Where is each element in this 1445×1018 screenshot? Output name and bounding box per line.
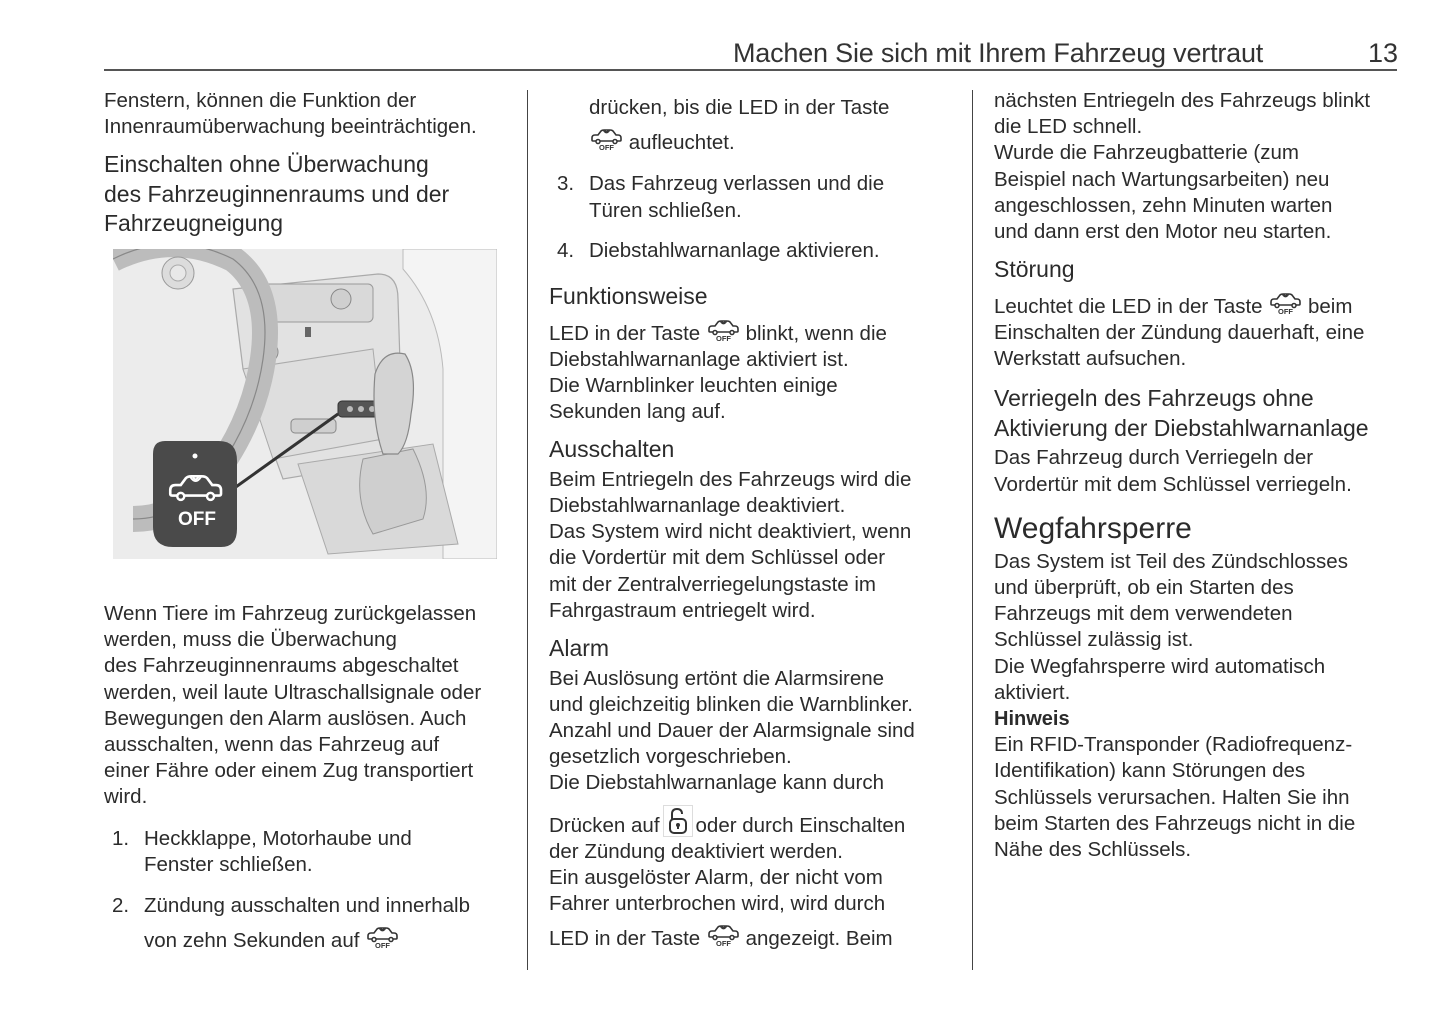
- paragraph-line: ausschalten, wenn das Fahrzeug auf: [104, 733, 440, 757]
- note-text: Nähe des Schlüssels.: [994, 837, 1192, 861]
- step-2-continuation: [549, 95, 959, 156]
- paragraph-line: Bewegungen den Alarm auslösen. Auch: [104, 706, 467, 730]
- text-with-icon: [549, 923, 959, 952]
- text: Die Wegfahrsperre wird automatisch: [994, 654, 1326, 678]
- text: LED in der Taste: [549, 927, 701, 951]
- page-number: 13: [1368, 38, 1399, 68]
- note-text: Ein RFID-Transponder (Radiofrequenz-: [994, 733, 1353, 757]
- section-heading-verriegeln: Verriegeln des Fahrzeugs ohne: [994, 385, 1314, 412]
- text: gesetzlich vorgeschrieben.: [549, 745, 792, 769]
- text: Sekunden lang auf.: [549, 400, 726, 424]
- section-heading-alarm: Alarm: [549, 635, 610, 662]
- car-ultrasonic-off-icon: [589, 127, 623, 151]
- step-text: Diebstahlwarnanlage aktivieren.: [589, 238, 880, 262]
- text: Die Diebstahlwarnanlage kann durch: [549, 771, 885, 795]
- section-heading-einschalten: Fahrzeugneigung: [104, 210, 284, 237]
- console-illustration: [113, 249, 497, 559]
- text: Das System ist Teil des Zündschlosses: [994, 549, 1348, 573]
- column-3: [994, 88, 1404, 863]
- text: die Vordertür mit dem Schlüssel oder: [549, 546, 886, 570]
- text: Ein ausgelöster Alarm, der nicht vom: [549, 865, 883, 889]
- step-text: drücken, bis die LED in der Taste: [589, 96, 890, 119]
- text: oder durch Einschalten: [695, 813, 906, 837]
- step-text-with-icon: [144, 925, 514, 954]
- text: Fahrer unterbrochen wird, wird durch: [549, 892, 886, 916]
- step-text: Fenster schließen.: [144, 852, 313, 876]
- paragraph-line: des Fahrzeuginnenraums abgeschaltet: [104, 654, 459, 678]
- text: Diebstahlwarnanlage deaktiviert.: [549, 494, 846, 518]
- note-label: Hinweis: [994, 707, 1070, 730]
- paragraph-line: werden, muss die Überwachung: [104, 628, 397, 652]
- column-2: [549, 95, 959, 953]
- callout-off-label: OFF: [178, 509, 216, 530]
- note-text: beim Starten des Fahrzeugs nicht in die: [994, 811, 1356, 835]
- text-with-icon: [994, 291, 1404, 320]
- text: Fahrzeugs mit dem verwendeten: [994, 602, 1293, 626]
- text: Beim Entriegeln des Fahrzeugs wird die: [549, 467, 912, 491]
- step-number: 3.: [557, 172, 575, 196]
- text: Vordertür mit dem Schlüssel verriegeln.: [994, 472, 1352, 496]
- column-1: [104, 88, 514, 239]
- car-ultrasonic-off-icon: [706, 923, 740, 947]
- section-heading-wegfahrsperre: Wegfahrsperre: [994, 511, 1192, 545]
- car-ultrasonic-off-icon: [365, 925, 399, 949]
- paragraph-line: werden, weil laute Ultraschallsignale oder: [104, 680, 482, 704]
- column-divider-2: [972, 90, 973, 970]
- section-heading-ausschalten: Ausschalten: [549, 436, 675, 463]
- console-drawing: [113, 249, 497, 559]
- unlock-icon: [663, 805, 693, 837]
- text: die LED schnell.: [994, 115, 1143, 139]
- note-text: Identifikation) kann Störungen des: [994, 759, 1306, 783]
- step-3: [549, 171, 959, 223]
- text: LED in der Taste: [549, 321, 701, 345]
- paragraph-line: wird.: [104, 785, 148, 809]
- column-divider-1: [527, 90, 528, 970]
- text: blinkt, wenn die: [745, 321, 887, 345]
- page-header-title: Machen Sie sich mit Ihrem Fahrzeug vertraut: [733, 38, 1264, 68]
- text: Die Warnblinker leuchten einige: [549, 373, 838, 397]
- text: und gleichzeitig blinken die Warnblinker.: [549, 692, 913, 716]
- step-text: von zehn Sekunden auf: [144, 929, 360, 953]
- text: Fahrgastraum entriegelt wird.: [549, 598, 816, 622]
- text-with-icon: [549, 805, 959, 839]
- paragraph-line: einer Fähre oder einem Zug transportiert: [104, 759, 474, 783]
- text: angeschlossen, zehn Minuten warten: [994, 193, 1333, 217]
- step-number: 2.: [112, 894, 130, 918]
- text: Beispiel nach Wartungsarbeiten) neu: [994, 167, 1330, 191]
- section-heading-stoerung: Störung: [994, 256, 1075, 283]
- text: der Zündung deaktiviert werden.: [549, 839, 844, 863]
- intro-line: Fenstern, können die Funktion der: [104, 89, 417, 112]
- step-text: Türen schließen.: [589, 198, 742, 222]
- step-1: [104, 826, 514, 878]
- intro-line: Innenraumüberwachung beeinträchtigen.: [104, 115, 477, 139]
- text: Bei Auslösung ertönt die Alarmsirene: [549, 666, 885, 690]
- step-text: aufleuchtet.: [628, 131, 735, 155]
- car-ultrasonic-off-icon: [1268, 291, 1302, 315]
- text: beim: [1307, 294, 1353, 318]
- text: Werkstatt aufsuchen.: [994, 347, 1187, 371]
- text: mit der Zentralverriegelungstaste im: [549, 572, 876, 596]
- paragraph-line: Wenn Tiere im Fahrzeug zurückgelassen: [104, 602, 477, 625]
- step-text: Heckklappe, Motorhaube und: [144, 826, 412, 850]
- step-4: [549, 238, 959, 264]
- car-ultrasonic-off-icon: [706, 318, 740, 342]
- step-text: Zündung ausschalten und innerhalb: [144, 894, 470, 918]
- step-number: 1.: [112, 826, 130, 850]
- text-with-icon: [549, 318, 959, 347]
- step-text-with-icon: [589, 127, 959, 156]
- section-heading-verriegeln: Aktivierung der Diebstahlwarnanlage: [994, 414, 1369, 441]
- text: Anzahl und Dauer der Alarmsignale sind: [549, 718, 915, 742]
- text: Wurde die Fahrzeugbatterie (zum: [994, 141, 1299, 165]
- text: Drücken auf: [549, 813, 660, 837]
- text: Das Fahrzeug durch Verriegeln der: [994, 446, 1314, 470]
- text: aktiviert.: [994, 680, 1071, 704]
- text: Schlüssel zulässig ist.: [994, 628, 1194, 652]
- section-heading-einschalten: Einschalten ohne Überwachung: [104, 151, 429, 178]
- note-text: Schlüssels verursachen. Halten Sie ihn: [994, 785, 1350, 809]
- header-rule: [104, 69, 1397, 71]
- text: Einschalten der Zündung dauerhaft, eine: [994, 320, 1365, 344]
- section-heading-funktionsweise: Funktionsweise: [549, 283, 708, 310]
- step-2: [104, 893, 514, 954]
- section-heading-einschalten: des Fahrzeuginnenraums und der: [104, 180, 450, 207]
- column-1-lower: [104, 601, 514, 954]
- step-number: 4.: [557, 238, 575, 262]
- text: Diebstahlwarnanlage aktiviert ist.: [549, 347, 849, 371]
- text: Leuchtet die LED in der Taste: [994, 294, 1263, 318]
- step-text: Das Fahrzeug verlassen und die: [589, 172, 885, 196]
- text: angezeigt. Beim: [745, 927, 893, 951]
- text: und überprüft, ob ein Starten des: [994, 575, 1294, 599]
- text: Das System wird nicht deaktiviert, wenn: [549, 520, 912, 544]
- text: nächsten Entriegeln des Fahrzeugs blinkt: [994, 89, 1371, 112]
- text: und dann erst den Motor neu starten.: [994, 220, 1332, 244]
